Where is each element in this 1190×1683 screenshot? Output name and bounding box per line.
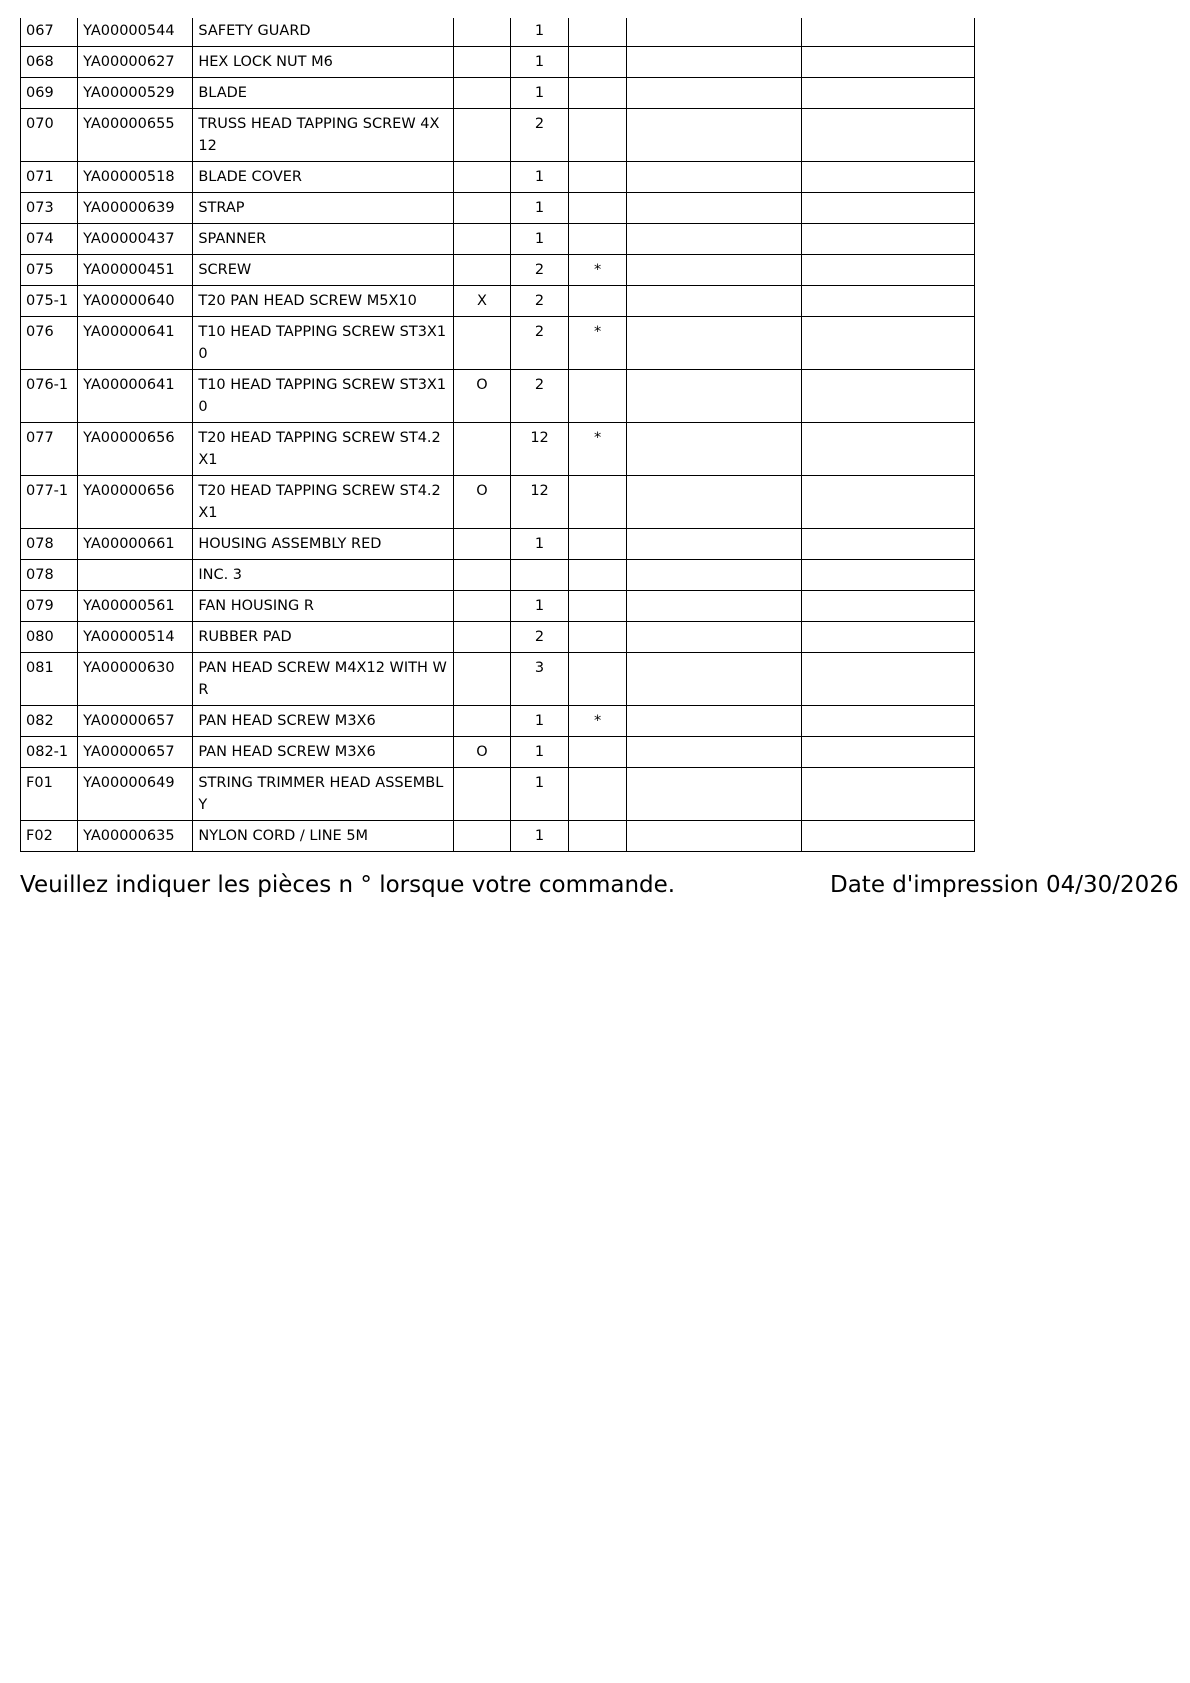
blank-cell-1 — [627, 622, 801, 653]
asterisk-cell — [569, 109, 627, 162]
part-number-cell: YA00000641 — [78, 317, 193, 370]
item-number-cell: 067 — [21, 18, 78, 47]
blank-cell-1 — [627, 224, 801, 255]
marker-cell: O — [453, 476, 510, 529]
part-number-cell: YA00000561 — [78, 591, 193, 622]
asterisk-cell: * — [569, 706, 627, 737]
table-row — [21, 370, 975, 423]
blank-cell-1 — [627, 529, 801, 560]
table-row — [21, 476, 975, 529]
blank-cell-2 — [801, 529, 974, 560]
quantity-cell: 1 — [510, 193, 568, 224]
asterisk-cell: * — [569, 423, 627, 476]
blank-cell-1 — [627, 18, 801, 47]
blank-cell-2 — [801, 78, 974, 109]
item-number-cell: 074 — [21, 224, 78, 255]
description-cell: FAN HOUSING R — [193, 591, 454, 622]
item-number-cell: 076-1 — [21, 370, 78, 423]
blank-cell-2 — [801, 18, 974, 47]
description-cell: SCREW — [193, 255, 454, 286]
quantity-cell: 2 — [510, 286, 568, 317]
description-cell: NYLON CORD / LINE 5M — [193, 821, 454, 852]
description-cell: PAN HEAD SCREW M3X6 — [193, 737, 454, 768]
marker-cell: O — [453, 737, 510, 768]
parts-table-body — [21, 18, 975, 852]
quantity-cell: 1 — [510, 706, 568, 737]
table-row — [21, 78, 975, 109]
blank-cell-1 — [627, 78, 801, 109]
blank-cell-1 — [627, 560, 801, 591]
table-row — [21, 286, 975, 317]
blank-cell-2 — [801, 224, 974, 255]
quantity-cell: 1 — [510, 821, 568, 852]
item-number-cell: 082 — [21, 706, 78, 737]
marker-cell — [453, 653, 510, 706]
asterisk-cell — [569, 370, 627, 423]
item-number-cell: 078 — [21, 560, 78, 591]
description-cell: SPANNER — [193, 224, 454, 255]
item-number-cell: 069 — [21, 78, 78, 109]
blank-cell-1 — [627, 737, 801, 768]
blank-cell-2 — [801, 193, 974, 224]
marker-cell — [453, 193, 510, 224]
part-number-cell: YA00000649 — [78, 768, 193, 821]
table-row — [21, 317, 975, 370]
part-number-cell: YA00000451 — [78, 255, 193, 286]
quantity-cell: 2 — [510, 317, 568, 370]
blank-cell-1 — [627, 706, 801, 737]
item-number-cell: 081 — [21, 653, 78, 706]
description-cell: STRING TRIMMER HEAD ASSEMBLY — [193, 768, 454, 821]
blank-cell-2 — [801, 109, 974, 162]
marker-cell — [453, 18, 510, 47]
marker-cell — [453, 706, 510, 737]
quantity-cell: 3 — [510, 653, 568, 706]
item-number-cell: 082-1 — [21, 737, 78, 768]
item-number-cell: 077-1 — [21, 476, 78, 529]
part-number-cell: YA00000641 — [78, 370, 193, 423]
asterisk-cell — [569, 737, 627, 768]
blank-cell-2 — [801, 476, 974, 529]
description-cell: BLADE — [193, 78, 454, 109]
blank-cell-2 — [801, 286, 974, 317]
blank-cell-1 — [627, 423, 801, 476]
item-number-cell: 075-1 — [21, 286, 78, 317]
quantity-cell: 1 — [510, 737, 568, 768]
part-number-cell: YA00000518 — [78, 162, 193, 193]
blank-cell-1 — [627, 109, 801, 162]
asterisk-cell — [569, 591, 627, 622]
order-instruction-note: Veuillez indiquer les pièces n ° lorsque votre commande. — [20, 872, 676, 898]
blank-cell-2 — [801, 162, 974, 193]
blank-cell-2 — [801, 370, 974, 423]
asterisk-cell — [569, 560, 627, 591]
part-number-cell: YA00000639 — [78, 193, 193, 224]
table-row — [21, 224, 975, 255]
blank-cell-2 — [801, 423, 974, 476]
item-number-cell: 079 — [21, 591, 78, 622]
blank-cell-1 — [627, 317, 801, 370]
part-number-cell: YA00000661 — [78, 529, 193, 560]
part-number-cell: YA00000627 — [78, 47, 193, 78]
part-number-cell: YA00000514 — [78, 622, 193, 653]
marker-cell — [453, 162, 510, 193]
description-cell: T20 HEAD TAPPING SCREW ST4.2X1 — [193, 476, 454, 529]
blank-cell-1 — [627, 591, 801, 622]
blank-cell-2 — [801, 560, 974, 591]
part-number-cell: YA00000657 — [78, 737, 193, 768]
asterisk-cell — [569, 768, 627, 821]
blank-cell-2 — [801, 821, 974, 852]
asterisk-cell — [569, 78, 627, 109]
blank-cell-1 — [627, 653, 801, 706]
marker-cell: O — [453, 370, 510, 423]
description-cell: BLADE COVER — [193, 162, 454, 193]
table-row — [21, 529, 975, 560]
quantity-cell: 1 — [510, 162, 568, 193]
asterisk-cell: * — [569, 317, 627, 370]
marker-cell — [453, 591, 510, 622]
table-row — [21, 109, 975, 162]
blank-cell-2 — [801, 768, 974, 821]
blank-cell-2 — [801, 317, 974, 370]
quantity-cell: 12 — [510, 476, 568, 529]
print-date: Date d'impression 04/30/2026 — [830, 872, 1179, 898]
asterisk-cell — [569, 653, 627, 706]
table-row — [21, 255, 975, 286]
blank-cell-1 — [627, 370, 801, 423]
part-number-cell: YA00000657 — [78, 706, 193, 737]
item-number-cell: 068 — [21, 47, 78, 78]
blank-cell-1 — [627, 476, 801, 529]
description-cell: STRAP — [193, 193, 454, 224]
blank-cell-2 — [801, 591, 974, 622]
part-number-cell: YA00000529 — [78, 78, 193, 109]
marker-cell — [453, 768, 510, 821]
marker-cell — [453, 821, 510, 852]
description-cell: SAFETY GUARD — [193, 18, 454, 47]
blank-cell-1 — [627, 768, 801, 821]
table-row — [21, 821, 975, 852]
table-row — [21, 193, 975, 224]
item-number-cell: F01 — [21, 768, 78, 821]
description-cell: PAN HEAD SCREW M4X12 WITH WR — [193, 653, 454, 706]
quantity-cell: 2 — [510, 109, 568, 162]
quantity-cell: 1 — [510, 768, 568, 821]
blank-cell-1 — [627, 821, 801, 852]
table-row — [21, 162, 975, 193]
description-cell: T10 HEAD TAPPING SCREW ST3X10 — [193, 370, 454, 423]
parts-table — [20, 18, 975, 852]
description-cell: PAN HEAD SCREW M3X6 — [193, 706, 454, 737]
blank-cell-2 — [801, 706, 974, 737]
table-row — [21, 47, 975, 78]
asterisk-cell — [569, 224, 627, 255]
description-cell: RUBBER PAD — [193, 622, 454, 653]
item-number-cell: F02 — [21, 821, 78, 852]
quantity-cell — [510, 560, 568, 591]
item-number-cell: 080 — [21, 622, 78, 653]
marker-cell — [453, 317, 510, 370]
quantity-cell: 1 — [510, 78, 568, 109]
blank-cell-2 — [801, 255, 974, 286]
blank-cell-1 — [627, 47, 801, 78]
part-number-cell: YA00000635 — [78, 821, 193, 852]
quantity-cell: 12 — [510, 423, 568, 476]
blank-cell-2 — [801, 737, 974, 768]
description-cell: T10 HEAD TAPPING SCREW ST3X10 — [193, 317, 454, 370]
asterisk-cell — [569, 622, 627, 653]
description-cell: HOUSING ASSEMBLY RED — [193, 529, 454, 560]
description-cell: T20 PAN HEAD SCREW M5X10 — [193, 286, 454, 317]
part-number-cell — [78, 560, 193, 591]
marker-cell — [453, 78, 510, 109]
table-row — [21, 706, 975, 737]
asterisk-cell — [569, 47, 627, 78]
blank-cell-1 — [627, 162, 801, 193]
part-number-cell: YA00000640 — [78, 286, 193, 317]
table-row — [21, 768, 975, 821]
quantity-cell: 1 — [510, 529, 568, 560]
table-row — [21, 18, 975, 47]
part-number-cell: YA00000437 — [78, 224, 193, 255]
table-row — [21, 653, 975, 706]
asterisk-cell — [569, 821, 627, 852]
asterisk-cell — [569, 193, 627, 224]
quantity-cell: 1 — [510, 47, 568, 78]
blank-cell-1 — [627, 255, 801, 286]
item-number-cell: 077 — [21, 423, 78, 476]
marker-cell — [453, 224, 510, 255]
quantity-cell: 2 — [510, 370, 568, 423]
item-number-cell: 078 — [21, 529, 78, 560]
part-number-cell: YA00000544 — [78, 18, 193, 47]
blank-cell-2 — [801, 622, 974, 653]
quantity-cell: 1 — [510, 591, 568, 622]
quantity-cell: 2 — [510, 622, 568, 653]
table-row — [21, 560, 975, 591]
description-cell: TRUSS HEAD TAPPING SCREW 4X12 — [193, 109, 454, 162]
asterisk-cell — [569, 18, 627, 47]
part-number-cell: YA00000630 — [78, 653, 193, 706]
asterisk-cell — [569, 476, 627, 529]
blank-cell-1 — [627, 286, 801, 317]
quantity-cell: 1 — [510, 224, 568, 255]
marker-cell — [453, 423, 510, 476]
item-number-cell: 071 — [21, 162, 78, 193]
quantity-cell: 1 — [510, 18, 568, 47]
item-number-cell: 075 — [21, 255, 78, 286]
part-number-cell: YA00000656 — [78, 423, 193, 476]
blank-cell-1 — [627, 193, 801, 224]
part-number-cell: YA00000656 — [78, 476, 193, 529]
item-number-cell: 076 — [21, 317, 78, 370]
marker-cell — [453, 255, 510, 286]
blank-cell-2 — [801, 653, 974, 706]
quantity-cell: 2 — [510, 255, 568, 286]
table-row — [21, 737, 975, 768]
table-row — [21, 423, 975, 476]
item-number-cell: 073 — [21, 193, 78, 224]
table-row — [21, 622, 975, 653]
marker-cell — [453, 109, 510, 162]
asterisk-cell — [569, 286, 627, 317]
marker-cell — [453, 47, 510, 78]
asterisk-cell — [569, 529, 627, 560]
blank-cell-2 — [801, 47, 974, 78]
marker-cell — [453, 560, 510, 591]
marker-cell: X — [453, 286, 510, 317]
marker-cell — [453, 622, 510, 653]
part-number-cell: YA00000655 — [78, 109, 193, 162]
description-cell: T20 HEAD TAPPING SCREW ST4.2X1 — [193, 423, 454, 476]
item-number-cell: 070 — [21, 109, 78, 162]
marker-cell — [453, 529, 510, 560]
asterisk-cell — [569, 162, 627, 193]
description-cell: INC. 3 — [193, 560, 454, 591]
description-cell: HEX LOCK NUT M6 — [193, 47, 454, 78]
asterisk-cell: * — [569, 255, 627, 286]
table-row — [21, 591, 975, 622]
